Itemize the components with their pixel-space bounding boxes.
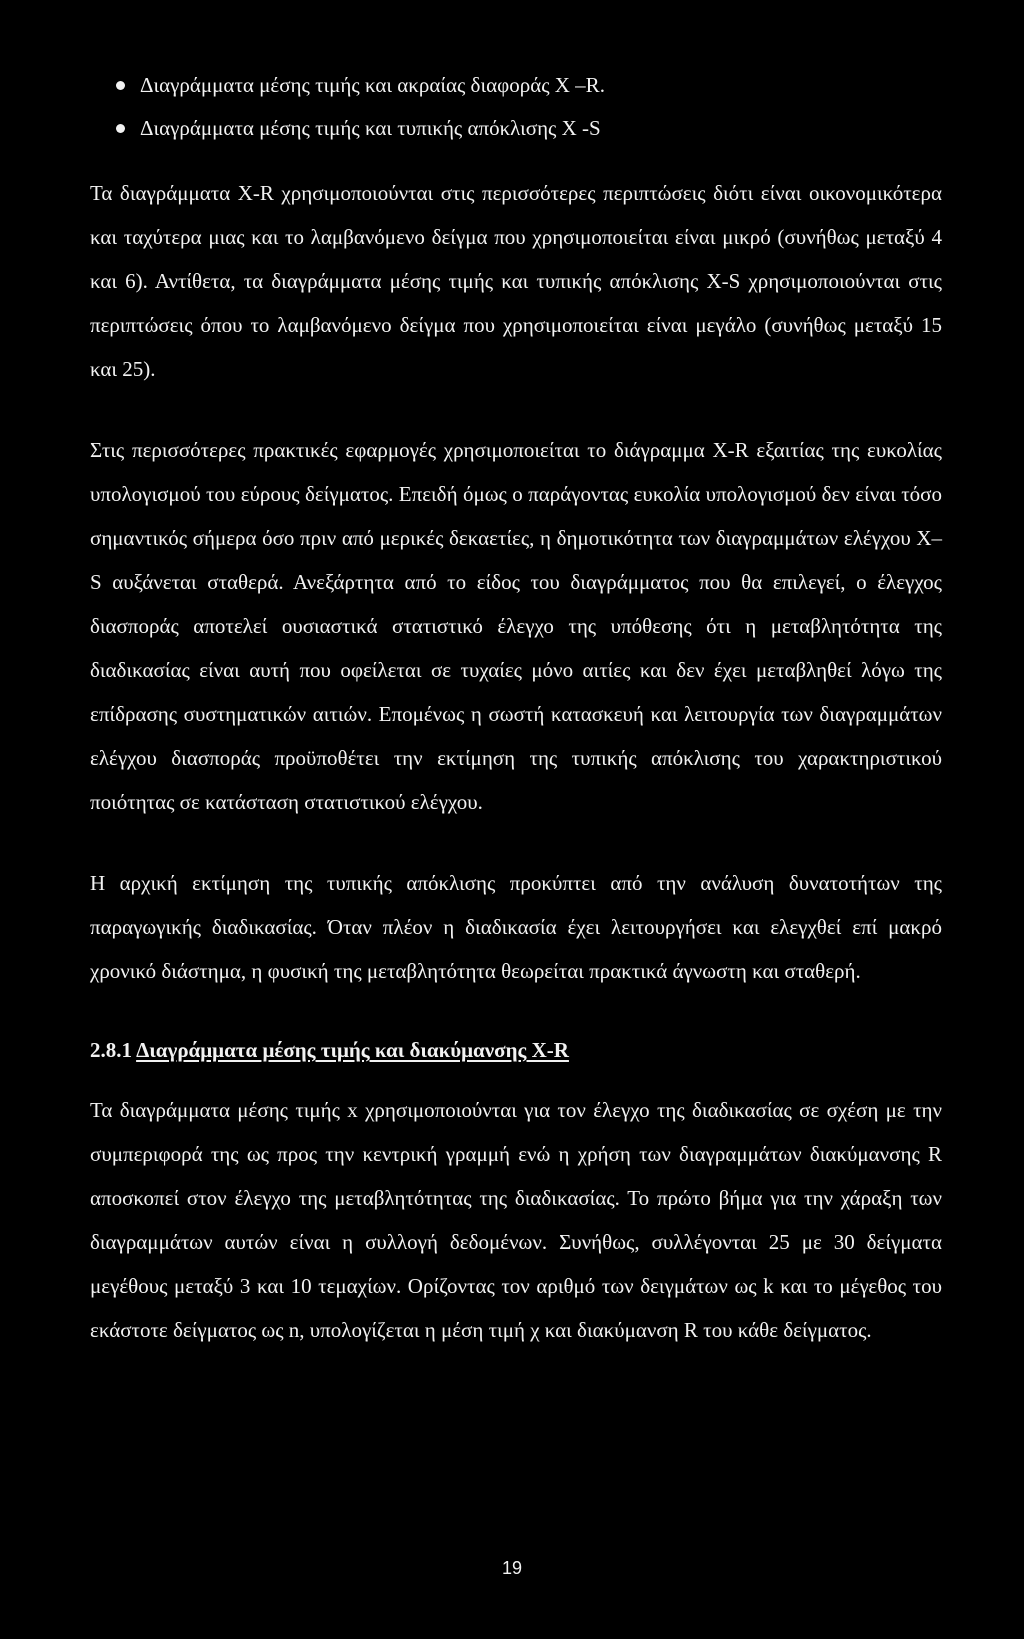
paragraph: Στις περισσότερες πρακτικές εφαρμογές χρησιμοποιείται το διάγραμμα X-R εξαιτίας της ευκολίας υπολογισμού του εύρους δείγματος. Επειδή όμως ο παράγοντας ευκολία υπολογισμού δεν είναι τόσο σημαντικός σήμερα όσο πριν από μερικές δεκαετίες, η δημοτικότητα των διαγραμμάτων ελέγχου X–S αυξάνεται σταθερά. Ανεξάρτητα από το είδος του διαγράμματος που θα επιλεγεί, ο έλεγχος διασποράς αποτελεί ουσιαστικά στατιστικό έλεγχο της υπόθεσης ότι η μεταβλητότητα της διαδικασίας είναι αυτή που οφείλεται σε τυχαίες μόνο αιτίες και δεν έχει μεταβληθεί λόγω της επίδρασης συστηματικών αιτιών. Επομένως η σωστή κατασκευή και λειτουργία των διαγραμμάτων ελέγχου διασποράς προϋποθέτει την εκτίμηση της τυπικής απόκλισης του χαρακτηριστικού ποιότητας σε κατάσταση στατιστικού ελέγχου. <box>90 438 942 814</box>
section-number: 2.8.1 <box>90 1038 132 1062</box>
section-heading <box>90 1030 942 1070</box>
section-title: Διαγράμματα μέσης τιμής και διακύμανσης X-R <box>136 1038 569 1062</box>
bullet-dot-icon <box>116 81 125 90</box>
paragraph: Τα διαγράμματα X-R χρησιμοποιούνται στις περισσότερες περιπτώσεις διότι είναι οικονομικότερα και ταχύτερα μιας και το λαμβανόμενο δείγμα που χρησιμοποιείται είναι μικρό (συνήθως μεταξύ 4 και 6). Αντίθετα, τα διαγράμματα μέσης τιμής και τυπικής απόκλισης X-S χρησιμοποιούνται στις περιπτώσεις όπου το λαμβανόμενο δείγμα που χρησιμοποιείται είναι μεγάλο (συνήθως μεταξύ 15 και 25). <box>90 181 942 381</box>
bullet-dot-icon <box>116 124 125 133</box>
section-paragraph: Τα διαγράμματα μέσης τιμής x χρησιμοποιούνται για τον έλεγχο της διαδικασίας σε σχέση με την συμπεριφορά της ως προς την κεντρική γραμμή ενώ η χρήση των διαγραμμάτων διακύμανσης R αποσκοπεί στον έλεγχο της μεταβλητότητας της διαδικασίας. Το πρώτο βήμα για την χάραξη των διαγραμμάτων αυτών είναι η συλλογή δεδομένων. Συνήθως, συλλέγονται 25 με 30 δείγματα μεγέθους μεταξύ 3 και 10 τεμαχίων. Ορίζοντας τον αριθμό των δειγμάτων ως k και το μέγεθος του εκάστοτε δείγματος ως n, υπολογίζεται η μέση τιμή χ και διακύμανση R του κάθε δείγματος. <box>90 1098 942 1342</box>
page-number: 19 <box>501 1558 523 1578</box>
bullet-list <box>90 64 942 150</box>
bullet-item <box>90 64 942 107</box>
document-page <box>90 64 942 1389</box>
paragraph: Η αρχική εκτίμηση της τυπικής απόκλισης προκύπτει από την ανάλυση δυνατοτήτων της παραγωγικής διαδικασίας. Όταν πλέον η διαδικασία έχει λειτουργήσει και ελεγχθεί επί μακρό χρονικό διάστημα, η φυσική της μεταβλητότητα θεωρείται πρακτικά άγνωστη και σταθερή. <box>90 871 942 983</box>
bullet-text: Διαγράμματα μέσης τιμής και τυπικής απόκλισης X -S <box>140 116 601 140</box>
bullet-text: Διαγράμματα μέσης τιμής και ακραίας διαφοράς X –R. <box>140 73 605 97</box>
bullet-item <box>90 107 942 150</box>
